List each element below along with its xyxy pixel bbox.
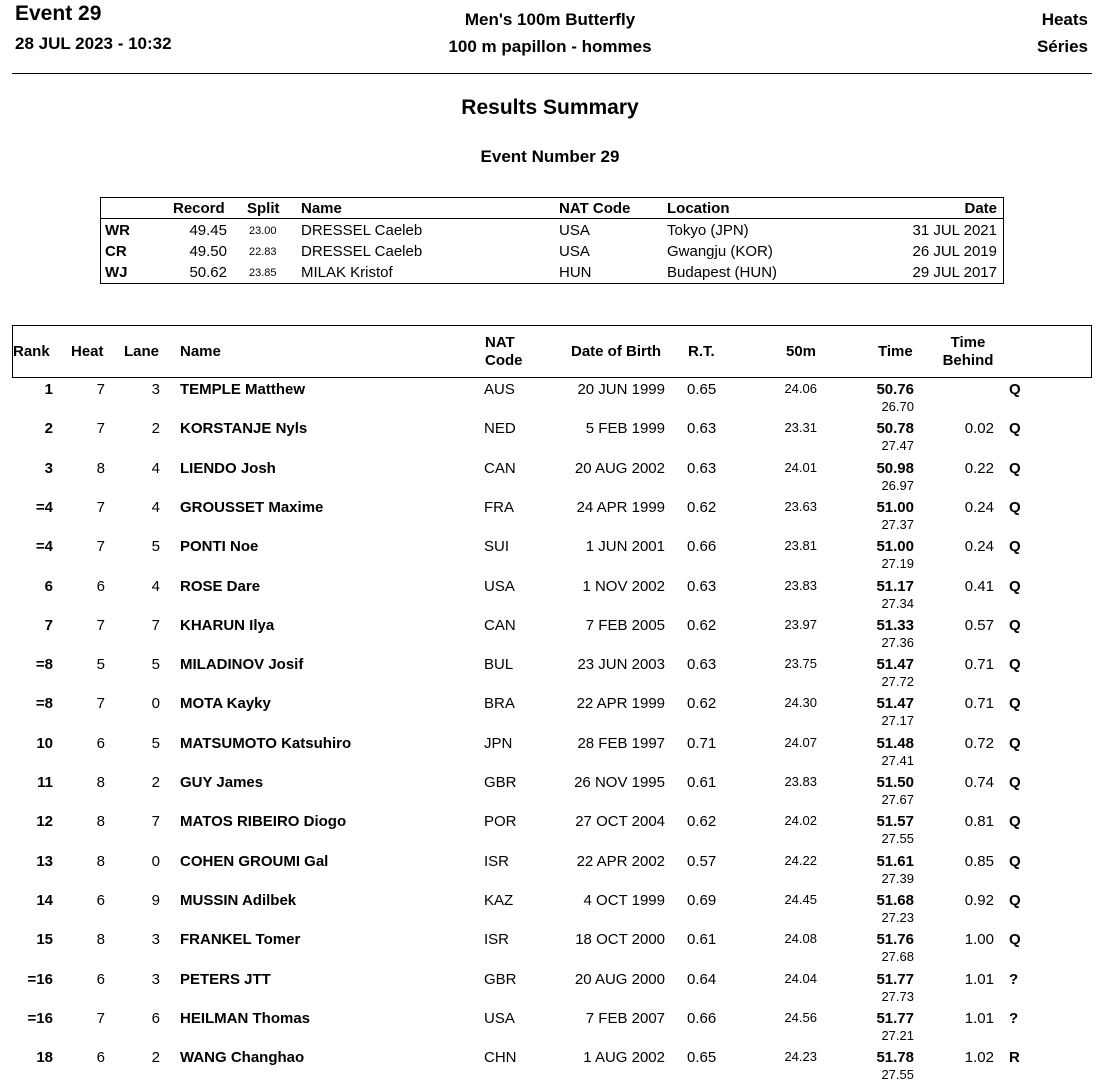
col-nat-code: Code: [485, 352, 523, 369]
athlete-name: COHEN GROUMI Gal: [180, 852, 329, 870]
record-type: WR: [105, 222, 130, 239]
event-label: Event 29: [15, 2, 102, 25]
nat-code: ISR: [484, 931, 510, 949]
record-name: DRESSEL Caeleb: [301, 222, 423, 239]
col-50m: 50m: [786, 343, 817, 360]
heat: 6: [96, 734, 105, 752]
heat: 8: [96, 852, 105, 870]
rank: 7: [44, 616, 53, 634]
date-of-birth: 7 FEB 2007: [585, 1009, 665, 1027]
split-100m: 27.23: [881, 909, 914, 925]
split-100m: 27.34: [881, 595, 914, 611]
lane: 5: [151, 656, 160, 674]
rank: =8: [35, 695, 53, 713]
qualification: Q: [1009, 538, 1021, 556]
rank: 3: [44, 459, 53, 477]
split-50m: 23.81: [784, 538, 817, 554]
athlete-name: PETERS JTT: [180, 970, 271, 988]
record-row: [101, 220, 1003, 241]
lane: 3: [151, 931, 160, 949]
nat-code: AUS: [484, 381, 515, 398]
heat: 7: [96, 616, 105, 634]
time-behind: 0.92: [964, 891, 994, 909]
records-col-location: Location: [667, 200, 730, 217]
rank: 18: [36, 1049, 53, 1067]
reaction-time: 0.63: [687, 420, 717, 438]
split-50m: 23.75: [784, 656, 817, 672]
athlete-name: ROSE Dare: [180, 577, 261, 595]
result-row: [0, 968, 1100, 1007]
split-50m: 24.08: [784, 931, 817, 947]
heat: 5: [96, 656, 105, 674]
record-date: 26 JUL 2019: [912, 243, 997, 260]
athlete-name: GROUSSET Maxime: [180, 498, 324, 516]
split-50m: 23.63: [784, 498, 817, 514]
header-center: [0, 6, 1100, 60]
athlete-name: GUY James: [180, 774, 264, 791]
result-row: [0, 850, 1100, 889]
date-of-birth: 1 JUN 2001: [585, 538, 665, 556]
athlete-name: MATSUMOTO Katsuhiro: [180, 734, 352, 752]
split-100m: 27.39: [881, 870, 914, 886]
record-name: MILAK Kristof: [301, 264, 393, 281]
reaction-time: 0.64: [687, 970, 717, 988]
rank: 11: [37, 774, 53, 791]
final-time: 51.76: [876, 931, 914, 949]
rank: =4: [35, 498, 53, 516]
date-of-birth: 7 FEB 2005: [585, 616, 665, 634]
heat: 7: [96, 420, 105, 438]
split-100m: 27.73: [881, 988, 914, 1004]
final-time: 51.77: [876, 1009, 914, 1027]
record-location: Tokyo (JPN): [667, 222, 749, 239]
split-100m: 27.41: [881, 752, 914, 768]
split-50m: 24.56: [784, 1009, 817, 1025]
split-100m: 27.37: [881, 516, 914, 532]
time-behind: 0.24: [964, 538, 994, 556]
record-nat: USA: [559, 222, 590, 239]
record-date: 29 JUL 2017: [912, 264, 997, 281]
date-of-birth: 27 OCT 2004: [575, 813, 665, 831]
heat: 6: [96, 1049, 105, 1067]
event-title-en: Men's 100m Butterfly: [464, 10, 636, 29]
date-of-birth: 18 OCT 2000: [575, 931, 665, 949]
result-row: [0, 457, 1100, 496]
final-time: 51.57: [876, 813, 914, 831]
date-of-birth: 28 FEB 1997: [577, 734, 665, 752]
col-time-behind: Time: [950, 334, 986, 351]
phase-en: Heats: [1041, 10, 1088, 29]
rank: 10: [36, 734, 53, 752]
qualification: Q: [1009, 734, 1021, 752]
result-row: [0, 692, 1100, 731]
reaction-time: 0.65: [687, 381, 717, 398]
records-col-record: Record: [173, 200, 225, 217]
results-header: [12, 325, 1092, 378]
rank: =16: [27, 1009, 53, 1027]
split-100m: 27.47: [881, 438, 914, 454]
reaction-time: 0.71: [687, 734, 717, 752]
reaction-time: 0.66: [687, 1009, 717, 1027]
lane: 3: [151, 381, 160, 398]
lane: 7: [151, 813, 160, 831]
heat: 8: [96, 813, 105, 831]
result-row: [0, 535, 1100, 574]
rank: 2: [44, 420, 53, 438]
split-50m: 24.23: [784, 1049, 817, 1065]
rank: 13: [36, 852, 53, 870]
nat-code: USA: [484, 1009, 515, 1027]
nat-code: FRA: [484, 498, 514, 516]
record-split: 23.85: [249, 267, 277, 279]
final-time: 50.98: [876, 459, 914, 477]
time-behind: 1.00: [964, 931, 994, 949]
split-100m: 27.19: [881, 556, 914, 572]
final-time: 51.78: [876, 1049, 914, 1067]
split-50m: 23.97: [784, 616, 817, 632]
date-of-birth: 22 APR 2002: [576, 852, 665, 870]
page-header: [0, 0, 1100, 75]
qualification: Q: [1009, 656, 1021, 674]
athlete-name: MUSSIN Adilbek: [180, 891, 297, 909]
result-row: [0, 653, 1100, 692]
reaction-time: 0.65: [687, 1049, 717, 1067]
split-50m: 24.22: [784, 852, 817, 868]
date-of-birth: 26 NOV 1995: [574, 774, 665, 791]
lane: 2: [151, 1049, 160, 1067]
athlete-name: FRANKEL Tomer: [180, 931, 301, 949]
time-behind: 1.01: [964, 970, 994, 988]
time-behind: 1.01: [964, 1009, 994, 1027]
nat-code: USA: [484, 577, 515, 595]
nat-code: SUI: [484, 538, 510, 556]
split-50m: 24.45: [784, 891, 817, 907]
split-50m: 24.04: [784, 970, 817, 986]
result-row: [0, 575, 1100, 614]
col-rank: Rank: [13, 343, 50, 360]
record-value: 49.50: [189, 243, 227, 260]
reaction-time: 0.69: [687, 891, 717, 909]
final-time: 51.77: [876, 970, 914, 988]
lane: 5: [151, 734, 160, 752]
split-50m: 23.83: [784, 577, 817, 593]
event-title-fr: 100 m papillon - hommes: [448, 37, 652, 56]
heat: 7: [96, 695, 105, 713]
split-50m: 24.01: [784, 459, 817, 475]
athlete-name: PONTI Noe: [180, 538, 259, 556]
rank: =4: [35, 538, 53, 556]
nat-code: KAZ: [484, 891, 514, 909]
date-of-birth: 4 OCT 1999: [583, 891, 665, 909]
split-100m: 26.97: [881, 477, 914, 493]
col-name: Name: [180, 343, 221, 360]
athlete-name: LIENDO Josh: [180, 459, 276, 477]
record-value: 49.45: [189, 222, 227, 239]
time-behind: 0.41: [964, 577, 994, 595]
heat: 7: [96, 538, 105, 556]
qualification: Q: [1009, 577, 1021, 595]
split-50m: 23.31: [784, 420, 817, 436]
split-100m: 27.68: [881, 949, 914, 965]
split-50m: 24.02: [784, 813, 817, 829]
col-heat: Heat: [71, 343, 104, 360]
heat: 7: [96, 381, 105, 398]
final-time: 51.48: [876, 734, 914, 752]
phase-fr: Séries: [1036, 37, 1088, 56]
col-rt: R.T.: [688, 343, 715, 360]
record-row: [101, 241, 1003, 262]
rank: 15: [36, 931, 53, 949]
reaction-time: 0.61: [687, 774, 717, 791]
qualification: R: [1009, 1049, 1020, 1067]
records-table: [100, 197, 1004, 284]
rank: =16: [27, 970, 53, 988]
record-nat: HUN: [559, 264, 592, 281]
records-header: [101, 198, 1003, 219]
records-col-name: Name: [301, 200, 342, 217]
date-of-birth: 24 APR 1999: [576, 498, 665, 516]
record-date: 31 JUL 2021: [912, 222, 997, 239]
time-behind: 0.85: [964, 852, 994, 870]
final-time: 51.47: [876, 695, 914, 713]
result-row: [0, 417, 1100, 456]
time-behind: 0.74: [964, 774, 994, 791]
final-time: 51.47: [876, 656, 914, 674]
athlete-name: MATOS RIBEIRO Diogo: [180, 813, 347, 831]
final-time: 51.50: [876, 774, 914, 791]
rank: 12: [36, 813, 53, 831]
athlete-name: TEMPLE Matthew: [180, 381, 306, 398]
col-lane: Lane: [124, 343, 160, 360]
rank: 1: [44, 381, 53, 398]
lane: 4: [151, 459, 160, 477]
qualification: Q: [1009, 695, 1021, 713]
col-dob: Date of Birth: [571, 343, 661, 360]
heat: 8: [96, 459, 105, 477]
heat: 8: [96, 774, 105, 791]
page-title: Results Summary: [461, 96, 639, 119]
rank: =8: [35, 656, 53, 674]
final-time: 51.00: [876, 498, 914, 516]
record-location: Gwangju (KOR): [667, 243, 773, 260]
lane: 4: [151, 498, 160, 516]
athlete-name: KORSTANJE Nyls: [180, 420, 308, 438]
nat-code: CAN: [484, 616, 516, 634]
nat-code: GBR: [484, 774, 517, 791]
split-100m: 26.70: [881, 399, 914, 414]
final-time: 51.68: [876, 891, 914, 909]
reaction-time: 0.62: [687, 813, 717, 831]
heat: 6: [96, 577, 105, 595]
date-of-birth: 20 JUN 1999: [577, 381, 665, 398]
split-100m: 27.36: [881, 634, 914, 650]
time-behind: 0.71: [964, 695, 994, 713]
record-name: DRESSEL Caeleb: [301, 243, 423, 260]
date-of-birth: 20 AUG 2000: [574, 970, 665, 988]
time-behind: 0.24: [964, 498, 994, 516]
athlete-name: MILADINOV Josif: [180, 656, 304, 674]
heat: 7: [96, 1009, 105, 1027]
time-behind: 0.02: [964, 420, 994, 438]
split-100m: 27.55: [881, 831, 914, 847]
final-time: 51.33: [876, 616, 914, 634]
lane: 2: [151, 774, 160, 791]
athlete-name: WANG Changhao: [180, 1049, 305, 1067]
rank: 14: [36, 891, 53, 909]
heat: 7: [96, 498, 105, 516]
heat: 6: [96, 970, 105, 988]
header-right: [1037, 6, 1088, 60]
date-of-birth: 23 JUN 2003: [577, 656, 665, 674]
lane: 6: [151, 1009, 160, 1027]
result-row: [0, 378, 1100, 417]
qualification: Q: [1009, 420, 1021, 438]
lane: 9: [151, 891, 160, 909]
reaction-time: 0.62: [687, 498, 717, 516]
lane: 0: [151, 852, 160, 870]
result-row: [0, 810, 1100, 849]
record-value: 50.62: [189, 264, 227, 281]
split-100m: 27.55: [881, 1067, 914, 1083]
nat-code: BUL: [484, 656, 514, 674]
date-of-birth: 5 FEB 1999: [585, 420, 665, 438]
final-time: 51.00: [876, 538, 914, 556]
reaction-time: 0.63: [687, 656, 717, 674]
nat-code: ISR: [484, 852, 510, 870]
page-subtitle: Event Number 29: [480, 147, 620, 166]
qualification: Q: [1009, 616, 1021, 634]
records-col-split: Split: [247, 200, 280, 217]
qualification: Q: [1009, 381, 1021, 398]
split-100m: 27.72: [881, 674, 914, 690]
date-of-birth: 20 AUG 2002: [574, 459, 665, 477]
athlete-name: KHARUN Ilya: [180, 616, 275, 634]
nat-code: GBR: [484, 970, 517, 988]
records-col-date: Date: [964, 200, 997, 217]
result-row: [0, 496, 1100, 535]
rank: 6: [44, 577, 53, 595]
col-time: Time: [878, 343, 913, 360]
result-row: [0, 928, 1100, 967]
qualification: ?: [1009, 1009, 1019, 1027]
qualification: Q: [1009, 774, 1021, 791]
reaction-time: 0.66: [687, 538, 717, 556]
record-location: Budapest (HUN): [667, 264, 778, 281]
final-time: 50.78: [876, 420, 914, 438]
result-row: [0, 732, 1100, 771]
reaction-time: 0.62: [687, 695, 717, 713]
record-nat: USA: [559, 243, 590, 260]
nat-code: JPN: [484, 734, 513, 752]
split-50m: 24.06: [784, 381, 817, 396]
lane: 5: [151, 538, 160, 556]
nat-code: CAN: [484, 459, 516, 477]
qualification: Q: [1009, 931, 1021, 949]
split-50m: 24.07: [784, 734, 817, 750]
qualification: Q: [1009, 891, 1021, 909]
nat-code: CHN: [484, 1049, 517, 1067]
lane: 0: [151, 695, 160, 713]
result-row: [0, 771, 1100, 810]
nat-code: NED: [484, 420, 516, 438]
header-divider: [12, 73, 1092, 74]
time-behind: 0.22: [964, 459, 994, 477]
qualification: Q: [1009, 459, 1021, 477]
time-behind: 0.81: [964, 813, 994, 831]
record-type: WJ: [105, 264, 128, 281]
time-behind: 0.57: [964, 616, 994, 634]
split-100m: 27.21: [881, 1027, 914, 1043]
lane: 7: [151, 616, 160, 634]
lane: 4: [151, 577, 160, 595]
final-time: 51.61: [876, 852, 914, 870]
lane: 2: [151, 420, 160, 438]
reaction-time: 0.63: [687, 577, 717, 595]
time-behind: 0.72: [964, 734, 994, 752]
result-row: [0, 1046, 1100, 1085]
col-nat: NAT: [485, 334, 515, 351]
heat: 6: [96, 891, 105, 909]
final-time: 50.76: [876, 381, 914, 398]
final-time: 51.17: [876, 577, 914, 595]
reaction-time: 0.61: [687, 931, 717, 949]
reaction-time: 0.63: [687, 459, 717, 477]
time-behind: 1.02: [964, 1049, 994, 1067]
reaction-time: 0.62: [687, 616, 717, 634]
split-100m: 27.67: [881, 792, 914, 807]
split-50m: 23.83: [784, 774, 817, 789]
qualification: Q: [1009, 852, 1021, 870]
date-of-birth: 22 APR 1999: [576, 695, 665, 713]
split-100m: 27.17: [881, 713, 914, 729]
qualification: Q: [1009, 498, 1021, 516]
result-row: [0, 614, 1100, 653]
col-time-behind-2: Behind: [942, 352, 994, 369]
split-50m: 24.30: [784, 695, 817, 711]
qualification: Q: [1009, 813, 1021, 831]
time-behind: 0.71: [964, 656, 994, 674]
athlete-name: HEILMAN Thomas: [180, 1009, 311, 1027]
qualification: ?: [1009, 970, 1019, 988]
heat: 8: [96, 931, 105, 949]
nat-code: BRA: [484, 695, 515, 713]
athlete-name: MOTA Kayky: [180, 695, 271, 713]
record-type: CR: [105, 243, 127, 260]
result-row: [0, 1007, 1100, 1046]
reaction-time: 0.57: [687, 852, 717, 870]
event-datetime: 28 JUL 2023 - 10:32: [15, 34, 172, 53]
lane: 3: [151, 970, 160, 988]
result-row: [0, 889, 1100, 928]
date-of-birth: 1 NOV 2002: [582, 577, 665, 595]
records-col-nat: NAT Code: [559, 200, 631, 217]
nat-code: POR: [484, 813, 517, 831]
record-row: [101, 262, 1003, 283]
record-split: 23.00: [249, 225, 277, 237]
date-of-birth: 1 AUG 2002: [583, 1049, 665, 1067]
record-split: 22.83: [249, 246, 277, 258]
